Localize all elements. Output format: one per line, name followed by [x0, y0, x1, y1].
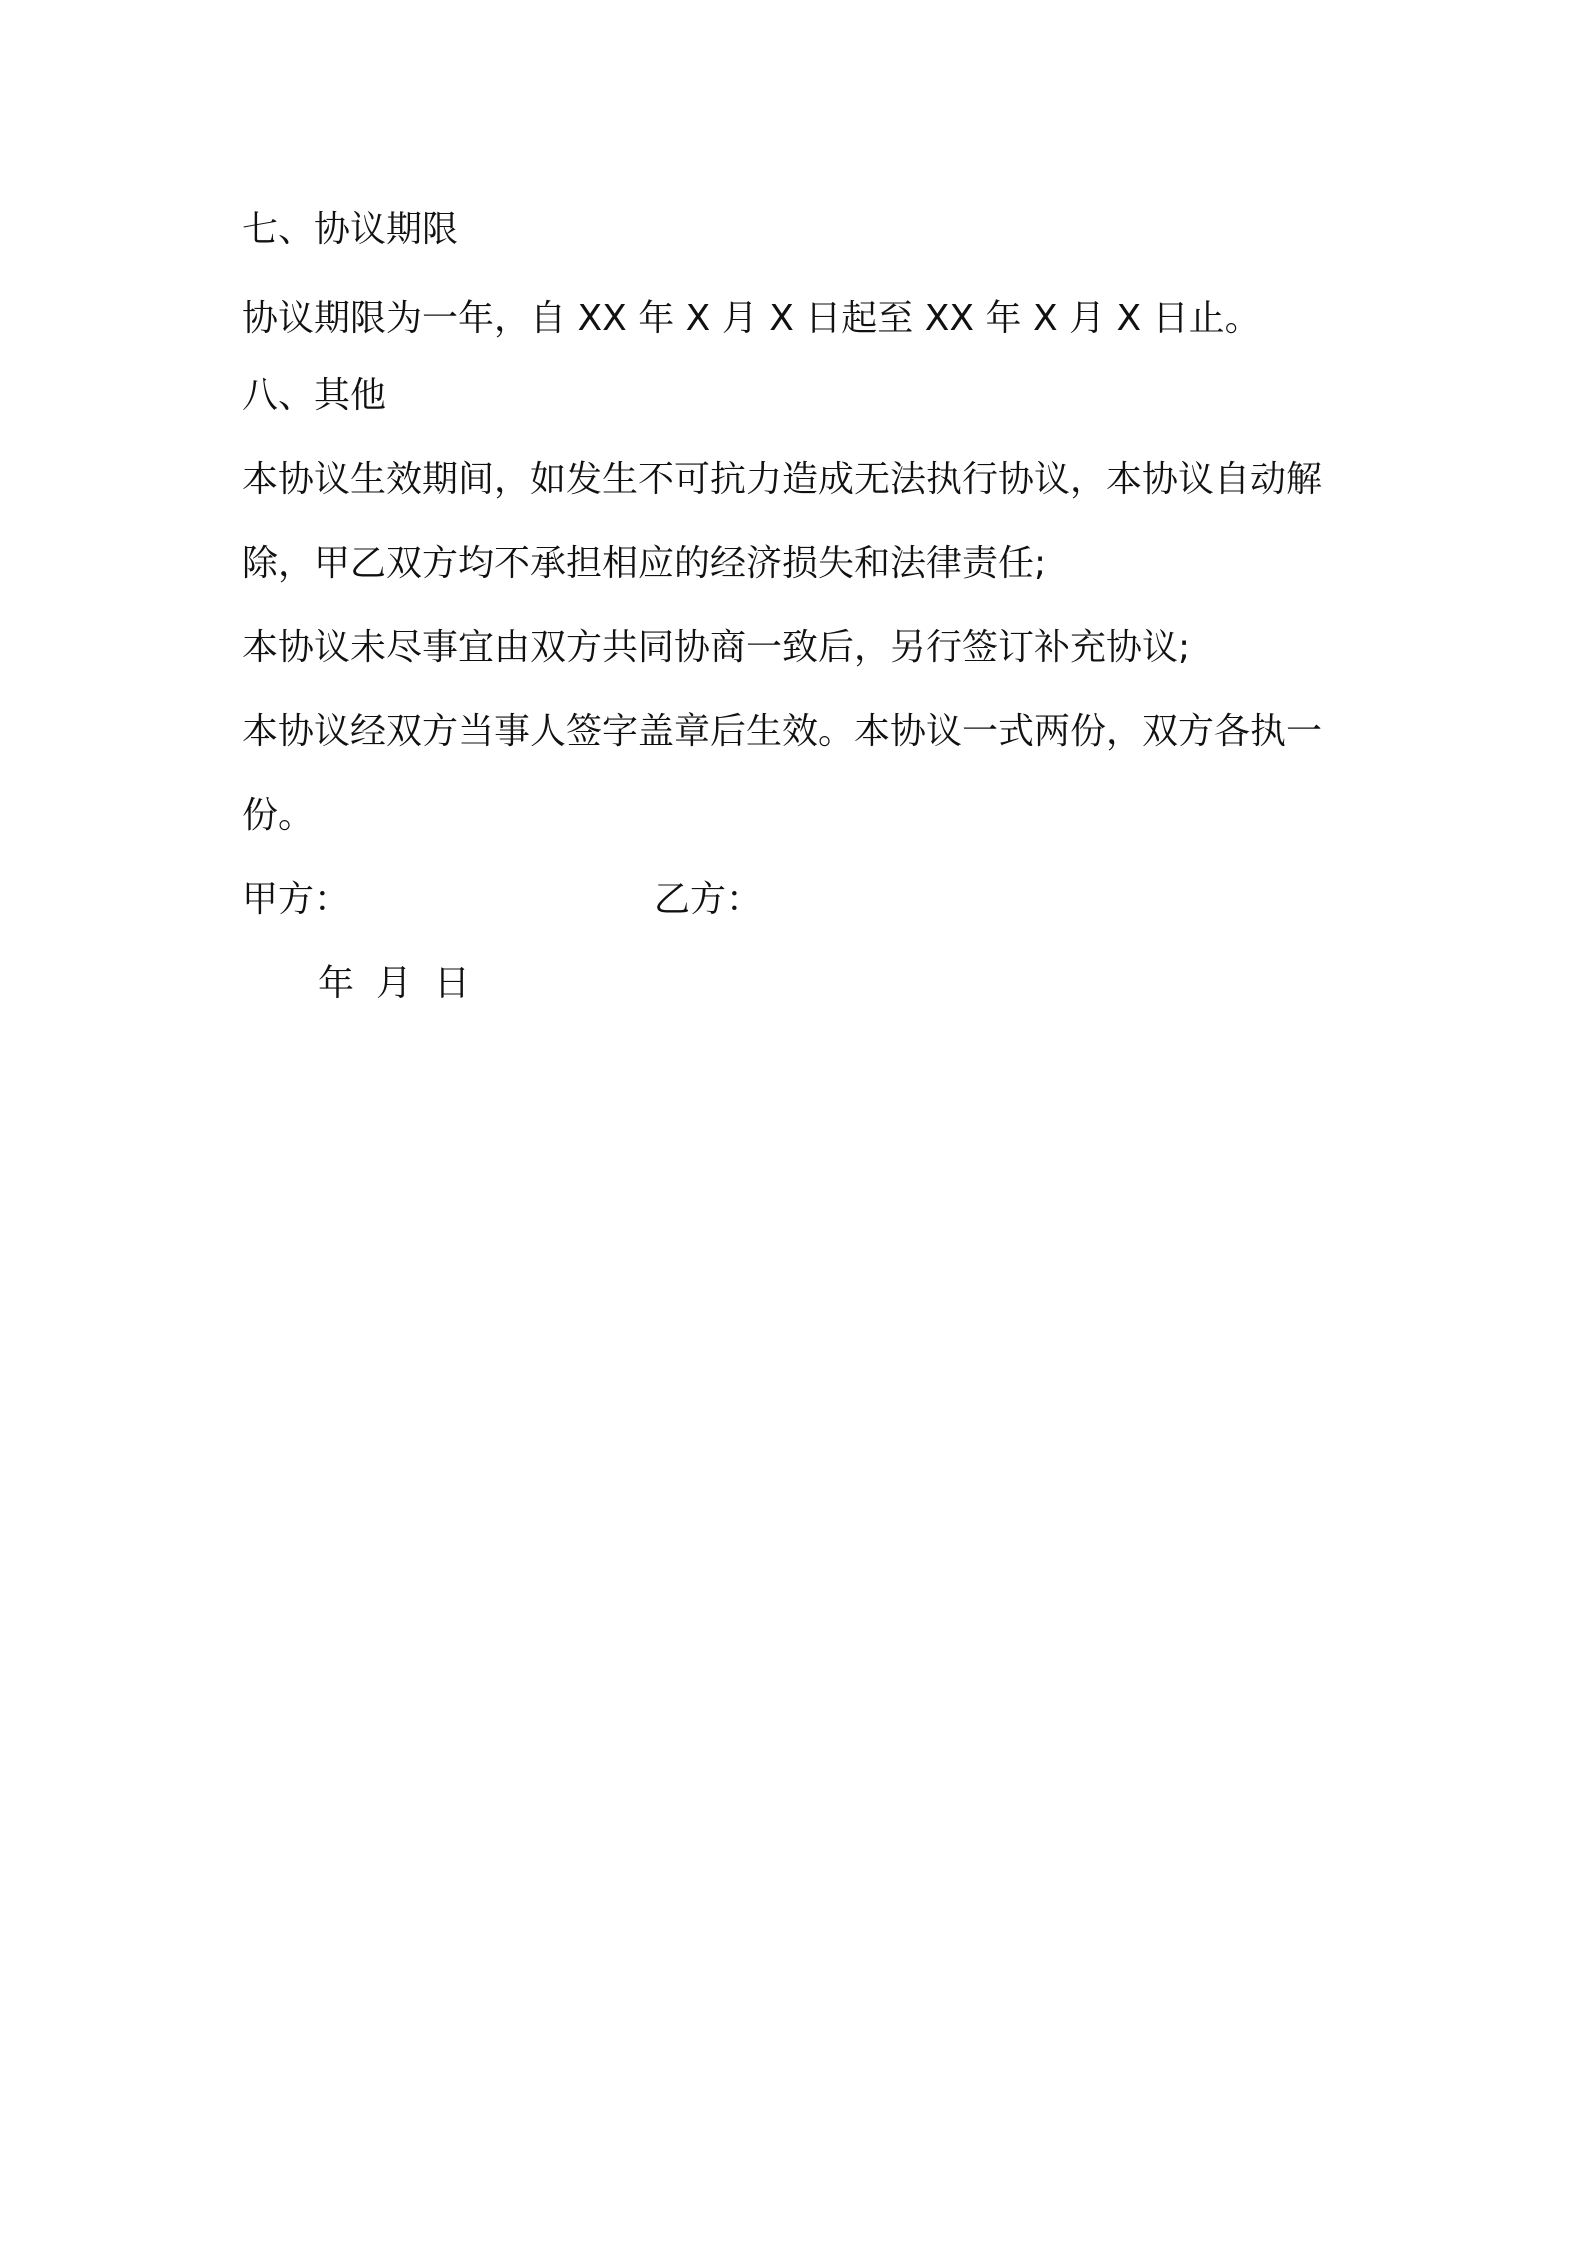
date-year-label: 年 [318, 963, 355, 1004]
party-b-label: 乙方： [654, 879, 763, 920]
date-month-label: 月 [376, 963, 413, 1004]
section-eight-paragraph-1-line-1: 本协议生效期间，如发生不可抗力造成无法执行协议，本协议自动解 [242, 459, 1323, 500]
section-seven-body: 协议期限为一年，自 XX 年 X 月 X 日起至 XX 年 X 月 X 日止。 [242, 298, 1261, 339]
signature-date [318, 962, 470, 1006]
section-eight-paragraph-1-line-2: 除，甲乙双方均不承担相应的经济损失和法律责任; [242, 543, 1047, 584]
section-eight-paragraph-2: 本协议未尽事宜由双方共同协商一致后，另行签订补充协议; [242, 627, 1191, 668]
section-eight-paragraph-3-line-1: 本协议经双方当事人签字盖章后生效。本协议一式两份，双方各执一 [242, 711, 1323, 752]
section-eight-paragraph-3-line-2: 份。 [242, 795, 315, 836]
date-day-label: 日 [434, 963, 471, 1004]
section-eight-heading: 八、其他 [242, 375, 387, 416]
party-a-label: 甲方： [242, 879, 351, 920]
section-seven-heading: 七、协议期限 [242, 209, 459, 250]
